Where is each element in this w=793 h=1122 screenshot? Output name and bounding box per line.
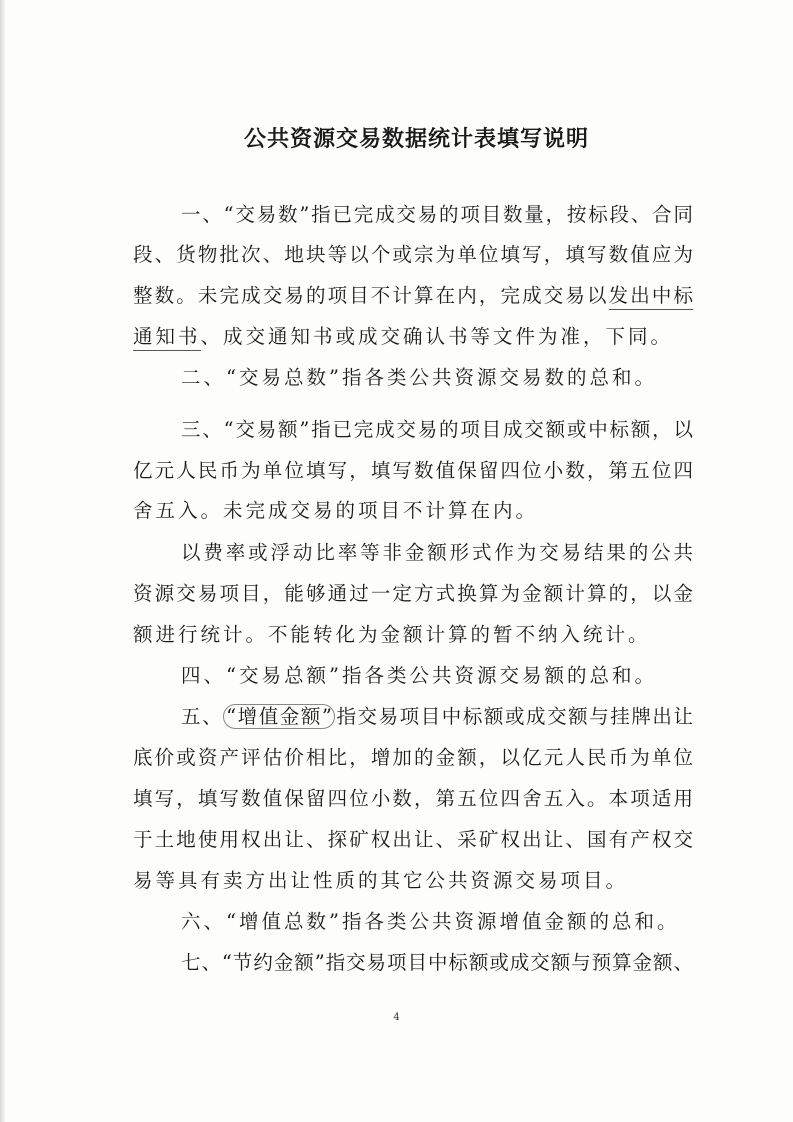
paragraph-4-line-1: 以费率或浮动比率等非金额形式作为交易结果的公共 — [181, 541, 693, 564]
paragraph-4-line-3: 额进行统计。不能转化为金额计算的暂不纳入统计。 — [133, 623, 651, 646]
paragraph-6-line-1-text: 指交易项目中标额或成交额与挂牌出让 — [334, 705, 693, 728]
paragraph-6-line-3: 填写，填写数值保留四位小数，第五位四舍五入。本项适用 — [133, 787, 693, 810]
paragraph-6-prefix: 五、 — [181, 705, 224, 728]
paragraph-1-line-4-text: 、成交通知书或成交确认书等文件为准，下同。 — [200, 325, 674, 348]
paragraph-1-line-3 — [133, 284, 693, 308]
paragraph-6-line-4: 于土地使用权出让、探矿权出让、采矿权出让、国有产权交 — [133, 828, 693, 851]
paragraph-7: 六、“增值总数”指各类公共资源增值金额的总和。 — [181, 910, 680, 933]
paragraph-8-line-1: 七、“节约金额”指交易项目中标额或成交额与预算金额、 — [181, 951, 693, 974]
paragraph-1-line-4 — [133, 325, 693, 349]
paragraph-2: 二、“交易总数”指各类公共资源交易数的总和。 — [181, 366, 657, 389]
paragraph-3-line-1: 三、“交易额”指已完成交易的项目成交额或中标额，以 — [181, 418, 693, 441]
paragraph-1-line-3-text: 整数。未完成交易的项目不计算在内，完成交易以 — [133, 284, 609, 307]
paragraph-1-line-2: 段、货物批次、地块等以个或宗为单位填写，填写数值应为 — [133, 243, 693, 266]
handwritten-circle-mark: “增值金额” — [223, 704, 335, 729]
paragraph-1-line-1: 一、“交易数”指已完成交易的项目数量，按标段、合同 — [181, 203, 693, 226]
handwritten-underline-mark: 发出中标 — [609, 284, 693, 310]
paragraph-4-line-2: 资源交易项目，能够通过一定方式换算为金额计算的，以金 — [133, 582, 693, 605]
document-title: 公共资源交易数据统计表填写说明 — [243, 127, 589, 152]
paragraph-5: 四、“交易总额”指各类公共资源交易额的总和。 — [181, 664, 657, 687]
scan-edge-shadow — [0, 0, 6, 1122]
paragraph-3-line-2: 亿元人民币为单位填写，填写数值保留四位小数，第五位四 — [133, 459, 693, 482]
paragraph-3-line-3: 舍五入。未完成交易的项目不计算在内。 — [133, 499, 539, 522]
paragraph-6-line-5: 易等具有卖方出让性质的其它公共资源交易项目。 — [133, 869, 629, 892]
page-number: 4 — [393, 1012, 400, 1023]
paragraph-6-line-2: 底价或资产评估价相比，增加的金额，以亿元人民币为单位 — [133, 746, 693, 769]
paragraph-6-line-1 — [181, 705, 693, 729]
handwritten-underline-mark-2: 通知书 — [133, 325, 201, 351]
